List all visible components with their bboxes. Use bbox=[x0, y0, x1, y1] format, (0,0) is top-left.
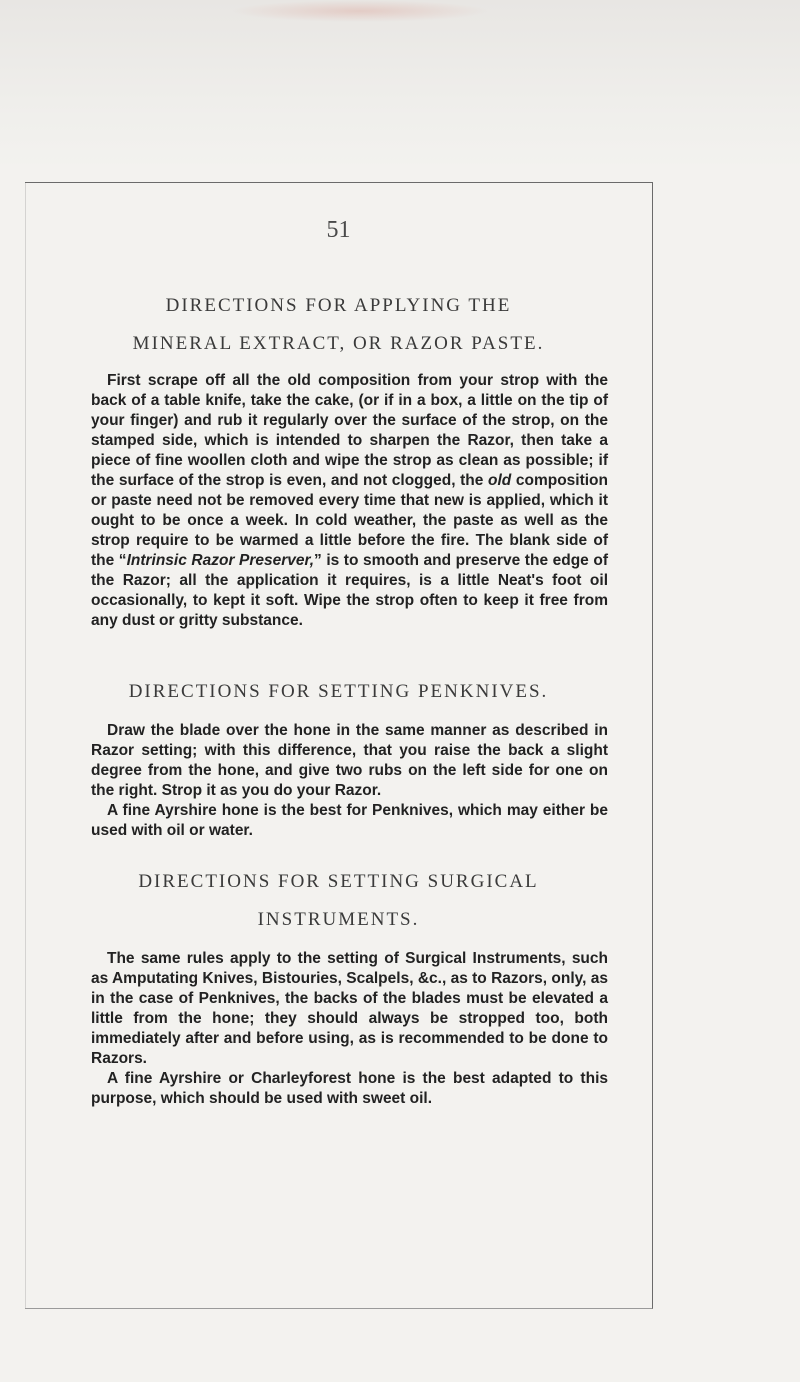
razor-paste-italic-product-name: Intrinsic Razor Preserver, bbox=[126, 552, 315, 569]
razor-paste-italic-old: old bbox=[487, 472, 512, 489]
razor-paste-text-part-2: composition or paste need not be removed every time that new is applied, which it ought to be once a week. In cold weather, the paste as well as the strop require to be warmed a little before the fire. The blank side of the “ bbox=[91, 472, 608, 569]
page-number: 51 bbox=[326, 217, 351, 243]
surgical-hone-note bbox=[91, 1069, 608, 1109]
penknife-hone-text: A fine Ayrshire hone is the best for Penknives, which may either be used with oil or water. bbox=[91, 802, 608, 839]
penknife-text: Draw the blade over the hone in the same manner as described in Razor setting; with this difference, that you raise the back a slight degree from the hone, and give two rubs on the left side for one on the right. Strop it as you do your Razor. bbox=[91, 722, 608, 799]
book-page bbox=[25, 182, 653, 1309]
section-heading-penknives: DIRECTIONS FOR SETTING PENKNIVES. bbox=[128, 681, 549, 702]
section-heading-surgical-line-1: DIRECTIONS FOR SETTING SURGICAL bbox=[138, 871, 539, 892]
ink-smudge bbox=[230, 0, 490, 22]
penknife-hone-note bbox=[91, 801, 608, 841]
razor-paste-text-part-1: First scrape off all the old composition from your strop with the back of a table knife, take the cake, (or if in a box, a little on the tip of your finger) and rub it regularly over the surface of the strop, on the stamped side, which is intended to sharpen the Razor, then take a piece of fine woollen cloth and wipe the strop as clean as possible; if the surface of the strop is even, and not clogged, the bbox=[91, 372, 608, 489]
penknife-instructions bbox=[91, 721, 608, 801]
section-heading-razor-paste-line-2: MINERAL EXTRACT, OR RAZOR PASTE. bbox=[132, 333, 545, 354]
section-heading-razor-paste-line-1: DIRECTIONS FOR APPLYING THE bbox=[165, 295, 512, 316]
razor-paste-text-part-3: ” is to smooth and preserve the edge of the Razor; all the application it requires, is a little Neat's foot oil occasionally, to kept it soft. Wipe the strop often to keep it free from any dust or gritty substance. bbox=[91, 552, 608, 629]
surgical-hone-text: A fine Ayrshire or Charleyforest hone is the best adapted to this purpose, which should be used with sweet oil. bbox=[91, 1070, 608, 1107]
razor-paste-instructions bbox=[91, 371, 608, 631]
surgical-text: The same rules apply to the setting of Surgical Instruments, such as Amputating Knives, Bistouries, Scalpels, &c., as to Razors, only, as in the case of Penknives, the backs of the blades must be elevated a little from the hone; they should always be stropped too, both immediately after and before using, as is recommended to be done to Razors. bbox=[91, 950, 608, 1067]
section-heading-surgical-line-2: INSTRUMENTS. bbox=[257, 909, 420, 930]
surgical-instructions bbox=[91, 949, 608, 1069]
page-shadow bbox=[0, 0, 800, 170]
